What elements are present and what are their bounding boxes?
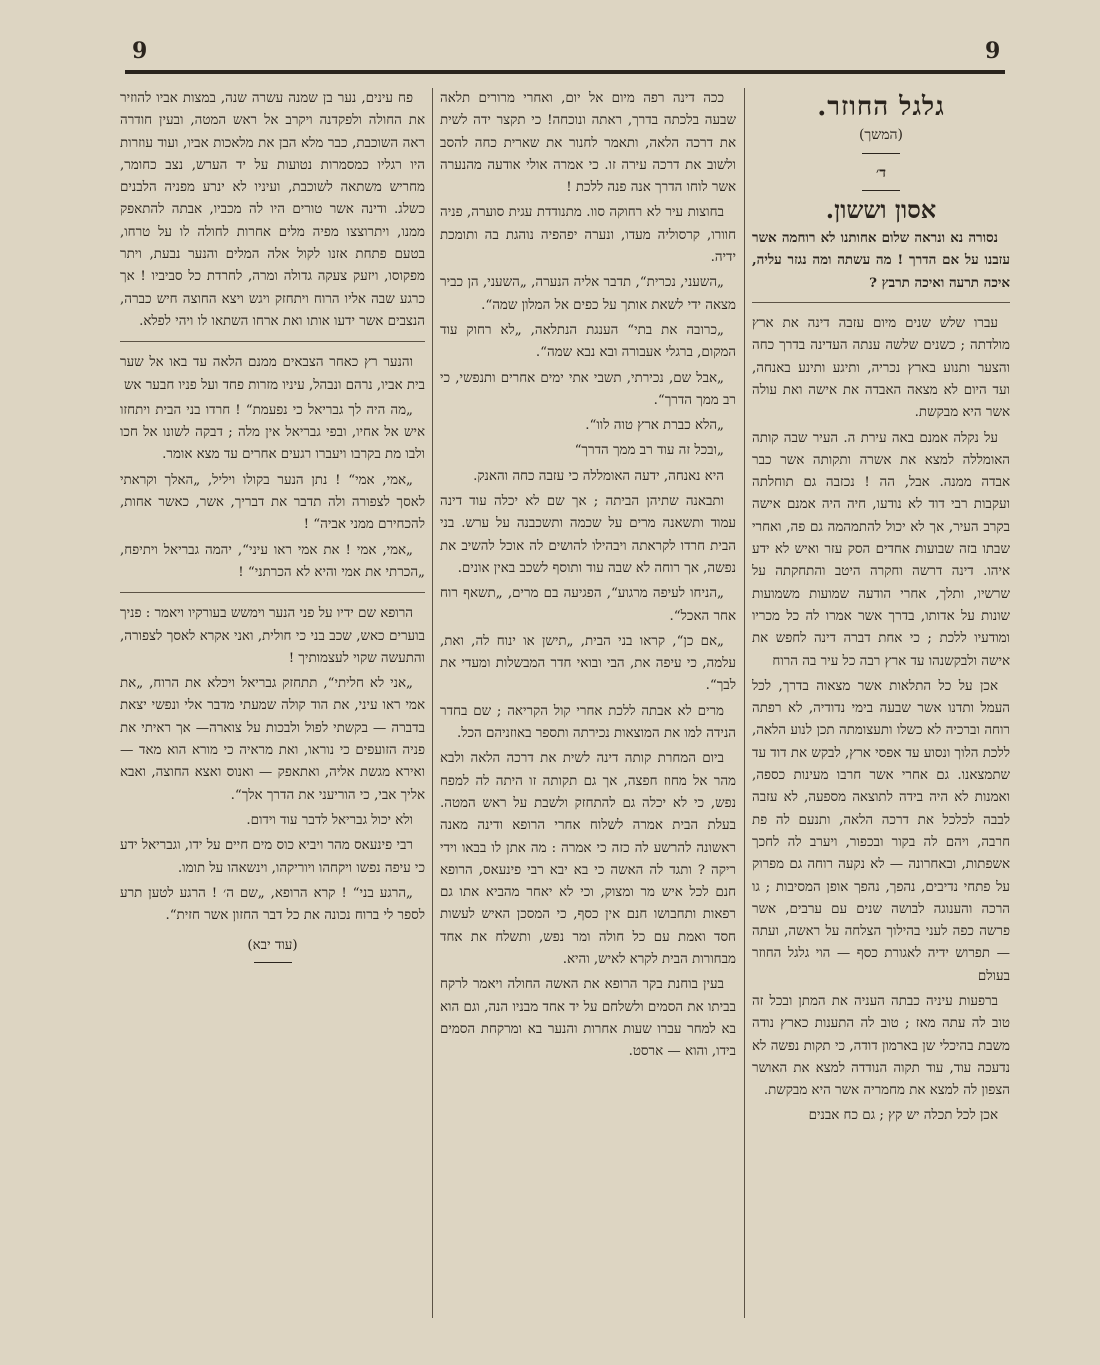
- column-divider-right: [744, 88, 745, 1318]
- paragraph: „אם כן“, קראו בני הבית, „תישן או ינוח לה, ואת, עלמה, כי עיפה את, הבי ובואי חדר המבשלות ומעדי את לבך“.: [440, 633, 736, 694]
- short-rule: [862, 190, 900, 191]
- paragraph: „הניחו לעיפה מרגוע“, הפגיעה בם מרים, „תשאף רוח אחר האכל“.: [440, 586, 736, 624]
- paragraph: „אבל שם, נכירתי, תשבי אתי ימים אחרים ותנפשי, כי רב ממך הדרך“.: [440, 370, 736, 408]
- paragraph: פח עינים, נער בן שמנה עשרה שנה, במצות אביו להוזיר את החולה ולפקדנה ויקרב אל ראש המטה, ובעין חודרה ראה השוכבת, כבר מלא הבן את מלאכות אביו, ועוד עוזרות היו רגליו כמסמרות נטועות על יד הערש, נצב כחומר, מחריש משתאה לשוכבת, ועיניו לא ינרע מפניה הלבנים כשלג. ודינה אשר טורים היו לה מכביו, אבתה להתאפק ממנו, ויתרוצצו מפיה מלים אחרות לחולה לו על טרחו, בטעם פתחת אזנו לקול אלה המלים והנער נבעת, ויתר מפקוסו, ויזעק צעקה גדולה ומרה, לחרדת כל סביביו ! אך כרגע שבה אליו הרוח ויתחזק ויגש ויצא החוצה חיש כברה, הנצבים אשר ידעו אותו ואת ארחו השתאו לו ויהי לפלא.: [120, 91, 425, 329]
- paragraph: „אני לא חליתי“, תתחזק גבריאל ויכלא את הרוח, „את אמי ראו עיני, את הוד קולה שמעתי מדבר אלי ונפשי יצאת בדברה — בקשתי לפול ולבכות על צוארה— אך ראיתי את פניה הזועפים כי נוראו, ואת מראיה כי מורא הוא מאד — ואירא מגשת אליה, ואתאפק — ואנוס ואצא החוצה, ואבא אליך אבי, כי הוריעני את הדרך אלך“.: [120, 676, 425, 803]
- paragraph: „אמי, אמי ! את אמי ראו עיני“, יהמה גבריאל ויתיפח, „הכרתי את אמי והיא לא הכרתני“ !: [120, 542, 425, 580]
- column-right: [752, 88, 1010, 1323]
- page-number-right: 9: [985, 38, 1001, 64]
- epigraph: נסורה נא ונראה שלום אחותנו לא רוחמה אשר עזבנו על אם הדרך ! מה עשתה ומה נגזר עליה, איכה תרעה ואיכה תרבץ ?: [752, 230, 1010, 291]
- section-divider: [752, 302, 1010, 303]
- column-middle: [440, 88, 736, 1323]
- paragraph: „השעני, נכרית“, תדבר אליה הנערה, „השעני, הן כביר מצאה ידי לשאת אותך על כפים אל המלון שמה“.: [440, 275, 736, 313]
- paragraph: „הלא כברת ארץ טוה לוו“.: [585, 418, 724, 434]
- paragraph: „מה היה לך גבריאל כי נפעמת“ ! חרדו בני הבית ויתחזו איש אל אחיו, ובפי גבריאל אין מלה ; דבקה לשונו אל חכו ולבו מת בקרבו ויעברו רגעים אחרים עד מצא אומר.: [120, 402, 425, 463]
- paragraph: הרופא שם ידיו על פני הנער וימשש בעורקיו ויאמר : פניך בוערים כאש, שכב בני כי חולית, ואני אקרא לאסך לצפורה, והתעשה שקוי לעצמותיך !: [120, 606, 425, 666]
- paragraph: ברפעות עיניה כבתה העניה את המתן ובכל זה טוב לה עתה מאז ; טוב לה התענות כארץ נודה משבת בהיכלי שן בארמון דודה, כי תקות נפשה לא נדעכה עוד, עוד תקוה הנודדה למצא את האושר הצפון לה למצא את מחמריה אשר היא מבקשת.: [752, 993, 1010, 1099]
- series-title: גלגל החוזר.: [817, 92, 945, 122]
- paragraph: מרים לא אבתה ללכת אחרי קול הקריאה ; שם בחדר הנידה למו את המוצאות נכירתה ותספר באוזניהם הכל.: [440, 703, 736, 742]
- paragraph: היא נאנחה, ידעה האומללה כי עזבה כחה והאנק.: [473, 468, 724, 484]
- paragraph: „כרובה את בתי“ הענגת הנתלאה, „לא רחוק עוד המקום, ברגלי אעבורה ובא נבא שמה“.: [440, 322, 736, 361]
- paragraph: ותבאנה שתיהן הביתה ; אך שם לא יכלה עוד דינה עמוד ותשאנה מרים על שכמה ותשכבנה על ערש. בני הבית חרדו לקראתה ויבהילו להושים לה אוכל להשיב את נפשה, אך רוחה לא שבה עוד ותוסף לשכב באין אונים.: [440, 494, 736, 576]
- paragraph: עברו שלש שנים מיום עזבה דינה את ארץ מולדתה ; כשנים שלשה ענתה העדינה בדרך כחה והצער ותנוע בארץ נכריה, ותיגע ותינע באנחה, ועד היום לא מצאה האבדה את אישה ואת עולה אשר היא מבקשת.: [752, 316, 1010, 421]
- paragraph: על נקלה אמנם באה עירת ה. העיר שבה קותה האומללה למצא את אשרה ותקותה אשר כבר אבדה ממנה. אבל, הה ! נכזבה גם תוחלתה ועקבות רבי דוד לא נודעו, חיה היה אמנם אישה בקרב העיר, אך לא יכול להתמהמה גם פה, ואחרי שבתו בזה שבועות אחדים הסק עזר ואיש לא ידע איהו. דינה דרשה וחקרה היטב והתחקתה על שרשיו, ותלך, אחרי הודעה שמועות משמועות שונות על אדותו, בדרך אשר אמרו לה כל מכריו ומודעיו ללכת ; כי אחת דברה דינה לחפש את אישה ולבקשנהו עד ארץ רבה כל עיר בה הרוח: [752, 430, 1010, 669]
- section-divider: [120, 592, 425, 593]
- continued-note: (המשך): [858, 127, 904, 144]
- paragraph: „הרגע בני“ ! קרא הרופא, „שם ה׳ ! הרגע לטען תרע לספר לי ברוח נכונה את כל דבר החזון אשר חזית“.: [120, 885, 425, 924]
- short-rule: [862, 153, 900, 154]
- paragraph: ביום המחרת קותה דינה לשית את דרכה הלאה ולבא מהר אל מחוז חפצה, אך גם תקותה זו היתה לה למפח נפש, כי לא יכלה גם להתחזק ולשבת על ראש המטה. בעלת הבית אמרה לשלוח אחרי הרופא ודינה מאנה ראשונה להרשע לה כזה כי אמרה : מה אתן לו בבאו וידי ריקה ? ותגד לה האשה כי בא יבא רבי פינעאס, הרופא חנם לכל איש מר ומצוק, וכי לא יאחר מהביא אתו גם רפאות ותחבושו חנם אין כסף, כי המסכן האיש לעשות חסד ואמת עם כל חולה ומר נפש, ותשלח את אחד מבחורות הבית לקרא לאיש, והיא.: [440, 751, 736, 967]
- page-number-left: 9: [132, 38, 148, 64]
- paragraph: והנער רץ כאחר הצבאים ממנם הלאה עד באו אל שער בית אביו, נרהם ונבהל, עיניו מזרות פחד ועל פניו חבער אש: [120, 355, 425, 393]
- paragraph: רבי פינעאס מהר ויביא כוס מים חיים על ידו, וגבריאל ידע כי עיפה נפשו ויקחהו ויוריקהו, וינשאהו על תומו.: [120, 838, 425, 876]
- column-divider-left: [432, 88, 433, 1318]
- end-rule: [254, 962, 292, 963]
- paragraph: ככה דינה רפה מיום אל יום, ואחרי מרורים תלאה שבעה בלכתה בדרך, ראתה ונוכחה! כי תקצר ידה לשית את דרכה הלאה, ותאמר לחנור את שארית כחה להסב ולשוב את דרכה עירה זו. כי אמרה אולי אודעה מהנערה אשר לוחו הדרך אנה פנה ללכת !: [440, 91, 736, 196]
- chapter-title: אסון וששון.: [825, 194, 937, 224]
- paragraph: בחוצות עיר לא רחוקה סוו. מתנודדת עגית סוערה, פניה חוורו, קרסוליה מעדו, ונערה יפהפיה נוהגת בה ותומכת ידיה.: [440, 205, 736, 266]
- paragraph: בעין בוחנת בקר הרופא את האשה החולה ויאמר לרקח בביתו את הסמים ולשלחם על יד אחד מבניו הנה, וגם הוא בא למחר עברו שעות אחרות והנער בא ומרקחת הסמים בידו, והוא — ארסט.: [440, 977, 736, 1060]
- top-rule: [125, 70, 1005, 74]
- paragraph: „ובכל זה עוד רב ממך הדרך“: [574, 443, 724, 459]
- to-be-continued: (עוד יבא): [247, 938, 298, 954]
- paragraph: אכן על כל התלאות אשר מצאוה בדרך, לכל העמל ותדנו אשר שבעה בימי נדודיה, לא רפתה רוחה וברכיה לא כשלו ותעצומתה תכן לנוע הלאה, ללכת הלוך ונסוע עד אפסי ארץ, לבקש את דוד עד שתמצאנו. גם אחרי אשר חרבו מעינות כספה, ואמנות לא היה בידה לתוצאה מספעה, לא עזבה לבבה לכלכל את דרכה הלאה, ותנעם לה פת חרבה, ויהם לה בקור ובכפור, ויערב לה לחכך אשפתות, ובאחרונה — לא נקעה רוחה גם מפרוק על פתחי נדיבים, נהפך, נהפך אופן המסיבות ; גו הרכה והענוגה לבושה שנים עם ערבים, אשר פרשה כפה לעני בהילוך הצלחה על ראשה, ועתה — תפרוש ידיה לאגורת כסף — הוי גלגל החוזר בעולם: [752, 678, 1010, 984]
- chapter-number: ד׳: [876, 164, 886, 181]
- paragraph: אכן לכל תכלה יש קץ ; גם כח אבנים: [808, 1108, 998, 1124]
- paragraph: „אמי, אמי“ ! נתן הנער בקולו ויליל, „האלך וקראתי לאסך לצפורה ולה תדבר את דבריך, אשר, כאשר אחות, להכחירם ממני אביה“ !: [120, 472, 425, 533]
- section-divider: [120, 341, 425, 342]
- paragraph: ולא יכול גבריאל לדבר עוד וידום.: [246, 812, 413, 828]
- column-left: [120, 88, 425, 1323]
